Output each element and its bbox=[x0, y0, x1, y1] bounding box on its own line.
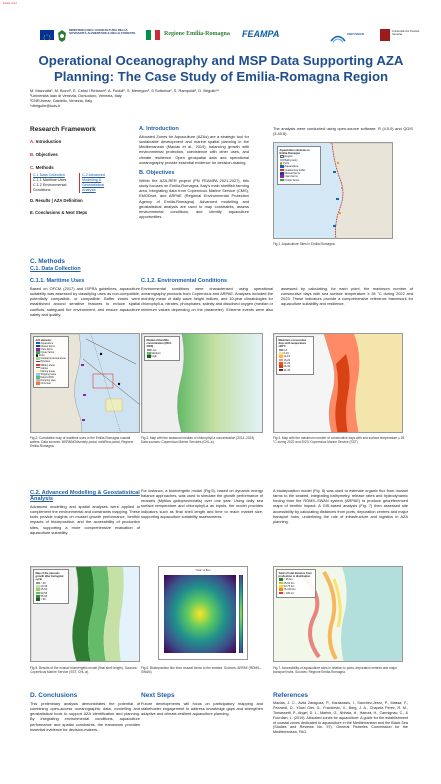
eu-flag-icon bbox=[40, 30, 54, 40]
framework-a-letter: A. bbox=[30, 139, 35, 144]
fig4-legend-item: 26-30 bbox=[283, 365, 291, 369]
fig3-legend-item: Low bbox=[151, 348, 157, 352]
fig1-legend-title: Aquaculture elements in Emilia-Romagna bbox=[279, 148, 310, 155]
fig3-legend-item: High bbox=[151, 355, 157, 359]
fig6-plot bbox=[158, 566, 248, 660]
c12-text: Environmental conditions were characterised using operational oceanography products from Copernicus and ARPAE. Analyses included the monthly mean of daily wave height indices, and 10-year climatologies for chlorophyll-a, nitrates, phosphates, salinity and dissolved oxygen (median or minimum values depending on the parameter). Extreme events were also assessed by calculating, for each point, the maximum number of consecutive days with sea surface temperature ≥ 28 °C during 2022 and 2023. These indicators provide a comprehensive reference framework for aquaculture suitability and resilience. bbox=[141, 286, 413, 312]
fig1-legend bbox=[277, 146, 321, 185]
methods-section bbox=[30, 258, 150, 272]
authors: M. Mazzotta¹, M. Bocci¹, E. Cahsi i Reixach¹, A. Fudoli¹, S. Menegon², S Sottoriva², S. Rampoldi¹, D. Brigolin¹* bbox=[30, 88, 220, 93]
fig5-legend-item: 55-60 bbox=[40, 595, 48, 599]
fig7-legend-item: 25-50 km bbox=[283, 581, 295, 585]
fig1-map bbox=[273, 142, 393, 239]
fig5-legend-item: < 40 bbox=[40, 581, 46, 585]
fig4-legend-item: 16-20 bbox=[283, 358, 291, 362]
feampa-logo: FEAMPA bbox=[242, 29, 280, 39]
software-text: The analysis were conducted using open-source software: R (4.5.0) and QGIS (3.40.5). bbox=[273, 126, 413, 137]
fig1-legend-item: Region bbox=[284, 155, 293, 159]
framework-c1: C.1 Data Collection bbox=[33, 173, 65, 177]
fig5-caption: Fig.5. Results of the mussel bioenergetic model (final shell length). Sources: Copernicus Marine Service (SST, CHL-a). bbox=[30, 666, 138, 675]
cnr-logo-text: CNR ISMAR bbox=[347, 32, 364, 36]
c2-section bbox=[30, 490, 140, 535]
fig1-legend-item: Ports bbox=[283, 161, 290, 165]
fig7-legend-item: 75-100 km bbox=[283, 588, 296, 592]
fig2-legend-item: Clam farms bbox=[40, 347, 53, 351]
conclusions-text: This preliminary analysis demonstrates the potential of combining open-access oceanographic data, modelling and geostatistical tools to support AZA identification and planning. By integrating environmental conditions, aquaculture performance and spatial constraints, the framework provides essential evidence for decision-makers. bbox=[30, 701, 140, 732]
software-note bbox=[273, 126, 413, 136]
fig2-legend-item: Natura 2000 bbox=[40, 376, 54, 379]
fig1-legend-item: Coastal line buffer bbox=[284, 168, 306, 172]
fig7-legend-item: 50-75 km bbox=[283, 584, 295, 588]
fig4-legend-item: 6-10 bbox=[283, 351, 289, 355]
fig7-legend-item: < 25 km bbox=[283, 578, 293, 582]
fig5-map bbox=[30, 566, 140, 662]
introduction-section bbox=[139, 126, 249, 219]
fig7-map bbox=[273, 566, 403, 662]
references-heading: References bbox=[273, 692, 309, 699]
fig3-legend bbox=[144, 336, 180, 361]
fig2-legend-item: Coastal protected areas bbox=[40, 357, 66, 361]
fig5-legend bbox=[33, 569, 69, 604]
c2-text: Advanced modelling and spatial analyses were applied to complement the environmental and constraints mapping. These tools provide insights on mussel growth performance, benthic impacts of biodeposition, and the accessibility of production sites, supporting a more comprehensive evaluation of aquaculture suitability. bbox=[30, 504, 140, 535]
framework-b-letter: B. bbox=[30, 152, 35, 157]
fig2-legend-item: Mussel farms bbox=[40, 344, 55, 348]
c2-heading: C.2. Advanced Modelling & Geostatistical Analysis bbox=[30, 490, 140, 502]
fig7-legend-title: Total of total distance from production to distribution bbox=[278, 571, 312, 578]
affiliations bbox=[30, 93, 330, 108]
fig1-legend-item: Aquaculture bbox=[284, 165, 299, 169]
objectives-heading: B. Objectives bbox=[139, 169, 175, 176]
corner-tag: Poster Conf bbox=[3, 2, 17, 5]
fig5-legend-item: 50-55 bbox=[40, 591, 48, 595]
fig1-legend-item: Oyster farms bbox=[284, 178, 300, 182]
fig2-legend-item: Military areas bbox=[40, 363, 55, 367]
references-text: Macias, J. C., Avila Zaragoza, P., Karakassis, I., Sanchez-Jerez, P., Massa, F., Fezzardi, D., Yücel Gier, G., Franičević, V., Borg, J. A., Chapela Pérez, R. M., Tomassetti, P., Angel, D. L., Marino, G., Nhhala, H., Hamza, H., Carmignac, C., & Fourdain, L. (2019). Allocated zones for aquaculture: A guide for the establishment of coastal zones dedicated to aquaculture in the Mediterranean and the Black Sea (Studies and Reviews No. 97). General Fisheries Commission for the Mediterranean, FAO. bbox=[273, 701, 408, 735]
framework-c2: C.2 Advanced Modelling & Geostatistical Analysis bbox=[82, 173, 105, 192]
ministry-emblem-icon bbox=[57, 29, 67, 41]
fig2-legend-title: AZA elements bbox=[35, 338, 52, 342]
ministry-logo-text: MINISTERO DELL'AGRICOLTURA DELLA SOVRANITÀ ALIMENTARE E DELLE FORESTE bbox=[69, 28, 136, 36]
fig4-legend-item: 0-5 bbox=[283, 348, 288, 352]
framework-conclusions: E. Conclusions & Next Steps bbox=[30, 209, 88, 215]
objectives-text: Within the AZA-RER project (PN FEAMPA 2021-2027), this study focuses on Emilia-Romagna, Italy's main shellfish farming area, integrating data from Copernicus Marine Service (CMS), EMODnet, and ARPAE (Regional Environmental Protection Agency of Emilia-Romagna). Advanced modelling and geostatistical analysis are used to map constraints, assess environmental conditions, and identify aquaculture opportunities. bbox=[139, 177, 249, 220]
cnr-logo-icon bbox=[330, 30, 346, 41]
fig3-map bbox=[141, 333, 263, 433]
fig3-legend-item: Medium bbox=[151, 351, 161, 355]
intro-text: Allocated Zones for Aquaculture (AZAs) are a strategic tool for sustainable development and marine spatial planning in the Mediterranean (Macias et al., 2019), balancing growth with environmental protection, coexistence with other uses, and climate resilience. Open geospatial data and operational oceanography provide essential evidence for decision-making. bbox=[139, 134, 249, 165]
fig3-legend-title: Median chlorofilla concentration (2014-2023) bbox=[146, 338, 172, 349]
framework-c-letter: C. bbox=[30, 165, 35, 170]
conclusions-heading: D. Conclusions bbox=[30, 692, 78, 699]
maritime-uses-section bbox=[30, 278, 140, 317]
fig2-legend-item: Aquaculture bbox=[40, 341, 54, 345]
fig2-legend-item: Ports bbox=[38, 354, 45, 358]
fig4-caption: Fig.4. Map with the maximum number of consecutive days with sea surface temperature ≥ 28 °C during 2022 and 2023. Copernicus Marine Service (SST). bbox=[273, 436, 405, 445]
fig2-map bbox=[30, 333, 140, 433]
next-steps-section bbox=[141, 692, 263, 716]
c1-heading: C.1. Data Collection bbox=[30, 266, 81, 272]
affiliation-2: ²CNR-Ismar, Castello, Venezia, Italy bbox=[30, 98, 93, 104]
fig1-caption: Fig.1. Aquaculture Sites in Emilia-Romagna. bbox=[273, 242, 336, 246]
fig2-legend-item: Fishing areas bbox=[40, 369, 55, 373]
unive-logo-text: Università Ca' Foscari Venezia bbox=[392, 29, 420, 37]
methods-heading: C. Methods bbox=[30, 258, 66, 265]
affiliation-3: *dbrigolin@iuav.it bbox=[30, 103, 61, 109]
fig2-legend-item: Cables bbox=[40, 366, 48, 370]
fig5-legend-item: 40-45 bbox=[40, 584, 48, 588]
fig5-legend-item: 45-50 bbox=[40, 588, 48, 592]
fig4-legend-item: 31-40 bbox=[283, 368, 291, 372]
fig5-legend-item: > 60 bbox=[40, 598, 46, 602]
framework-b-label: Objectives bbox=[35, 152, 58, 157]
intro-heading: A. Introduction bbox=[139, 126, 179, 132]
c12-heading: C.1.2. Environmental Conditions bbox=[141, 278, 228, 284]
fig2-legend-item: Pipelines bbox=[40, 360, 51, 364]
c2-right-text: A biodeposition model (Fig. 6) was used to estimate organic flux from mussel farms to the seabed, integrating bathymetry, release rates and hydrodynamic forcing from the ROMS–SWAN system (ARPAE) to produce georeferenced maps of benthic impact. A GIS-based analysis (Fig. 7) then assessed site accessibility by calculating distances from ports, depuration centres and major transport hubs, underlining the role of infrastructure and logistics in AZA planning. bbox=[273, 488, 408, 524]
fig2-caption: Fig.2: Cumulative map of maritime uses in the Emilia-Romagna coastal waters. Data sources: MSPABIOdiversity portal, mintRiva portal, Regione Emilia-Romagna. bbox=[30, 436, 134, 449]
fig1-legend-item: Bathymetry bbox=[284, 158, 298, 162]
fig2-legend bbox=[33, 336, 69, 388]
fig6-caption: Fig.6. Biodeposition flux from mussel farms to the seabed. Sources: ARPAE (ROMS–SWAN). bbox=[141, 666, 262, 675]
fig3-caption: Fig.3. Map with the seasonal median of chlorophyll a concentration (2014–2023). Data sources: Copernicus Marine Services (CHL-a). bbox=[141, 436, 256, 445]
conclusions-section bbox=[30, 692, 140, 732]
logo-strip bbox=[40, 28, 420, 44]
poster-title: Operational Oceanography and MSP Data Supporting AZA Planning: The Case Study of Emilia-Romagna Region bbox=[38, 53, 404, 85]
fig2-legend-item: Dumping sites bbox=[40, 379, 56, 383]
affiliation-1: ¹Università Iuav di Venezia, Dorsoduro, Venezia, Italy bbox=[30, 93, 122, 98]
fig2-legend-item: Shipping lanes bbox=[40, 372, 57, 376]
region-logo: Regione Emilia-Romagna bbox=[164, 31, 230, 37]
fig4-legend-item: 11-15 bbox=[283, 355, 290, 359]
framework-c12: C.1.2 Environmental Conditions bbox=[33, 182, 67, 192]
fig7-legend-item: > 100 km bbox=[283, 591, 295, 595]
environmental-section bbox=[139, 278, 413, 334]
italy-flag-icon bbox=[146, 30, 160, 40]
framework-a-label: Introduction bbox=[35, 139, 62, 144]
fig5-legend-title: Map of the mussels growth after biological cycle bbox=[35, 571, 64, 582]
fig4-legend-item: 21-25 bbox=[283, 362, 291, 366]
references-section bbox=[273, 692, 408, 735]
fig7-legend bbox=[276, 569, 316, 598]
fig6-title: Year: 2 flux bbox=[195, 568, 211, 572]
unive-emblem-icon bbox=[380, 29, 390, 41]
framework-c-label: Methods bbox=[35, 165, 54, 170]
framework-c11: C.1.1 Maritime Uses bbox=[33, 177, 67, 182]
fig1-legend-item: Clam farms bbox=[284, 175, 298, 179]
fig2-legend-item: Oyster farms bbox=[40, 351, 55, 354]
fig4-map bbox=[273, 333, 403, 433]
fig7-caption: Fig.7. Accessibility of aquaculture sites in relation to ports, depuration centres and major transport hubs. Sources: Regione Emilia-Romagna. bbox=[273, 666, 398, 675]
next-steps-text: Future developments will focus on participatory mapping and stakeholder engagement to address knowledge gaps and strengthen adaptive and climate-resilient aquaculture planning. bbox=[141, 701, 263, 717]
framework-results: D. Results | AZA Definition bbox=[30, 197, 83, 203]
c2-mid-text: For instance, a bioenergetic model (Fig.5), based on dynamic energy balance approaches, was used to simulate the growth performance of mussels (Mytilus galloprovincialis) over one year. Using daily sea surface temperature and chlorophyll-a as inputs, the model provides indicators such as final shell length and time to reach market size, supporting aquaculture suitability assessments. bbox=[141, 488, 263, 519]
next-steps-heading: Next Steps bbox=[141, 692, 175, 699]
fig4-legend-title: Maximum consecutive days with temperature ≥28°C bbox=[278, 338, 307, 349]
fig1-legend-item: Mussel farms bbox=[284, 172, 300, 176]
fig4-legend bbox=[276, 336, 314, 375]
fig6-svg bbox=[160, 573, 248, 659]
framework-heading: Research Framework bbox=[30, 126, 96, 133]
fig2-legend-item: Oil & Gas bbox=[40, 382, 51, 386]
c11-heading: C.1.1. Maritime Uses bbox=[30, 278, 85, 284]
research-framework bbox=[30, 126, 130, 215]
c11-text: Based on OFCM (2017) and ISPRA guidelines, aquaculture suitability was assessed by classifying uses as non-compatible, potentially compatible, or compatible. Buffer zones were established around sensitive features to reduce spatial conflicts, safeguard the environment, and ensure aquaculture safety and quality. bbox=[30, 286, 140, 317]
